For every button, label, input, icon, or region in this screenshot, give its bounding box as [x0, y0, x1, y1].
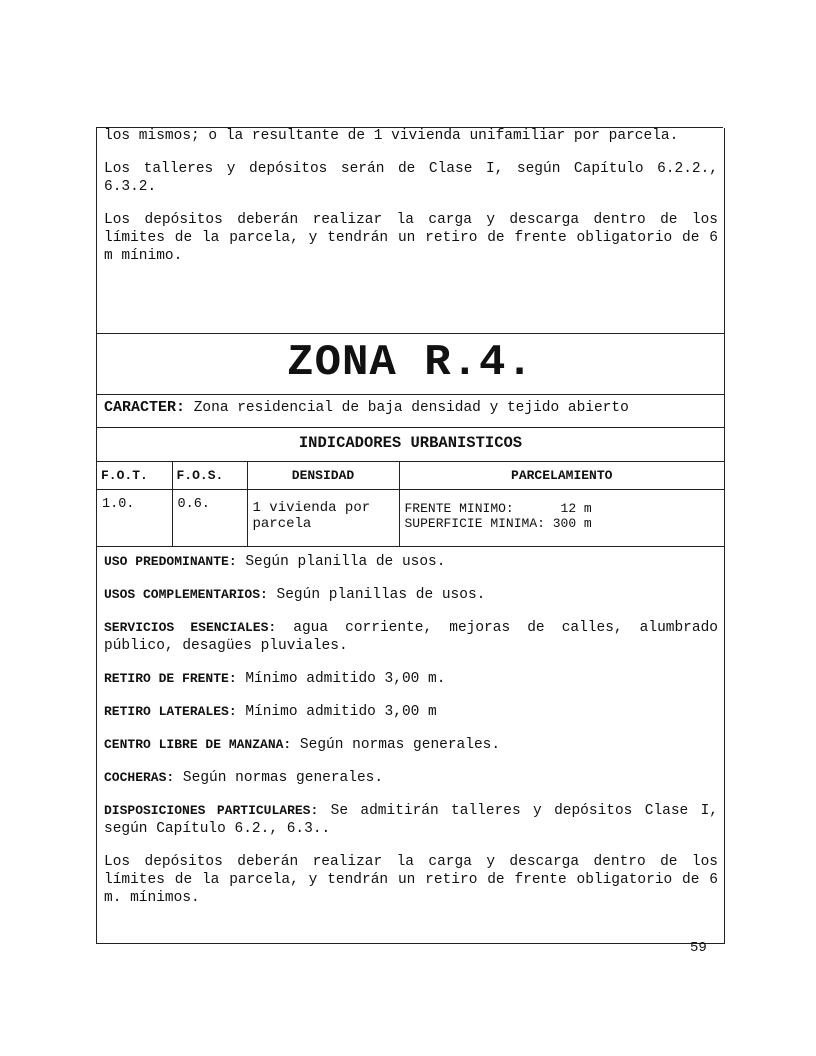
continuation-paragraph-2: Los talleres y depósitos serán de Clase I, según Capítulo 6.2.2., 6.3.2. — [104, 161, 718, 195]
rule-label: USO PREDOMINANTE: — [104, 554, 237, 569]
zoning-document — [96, 128, 725, 944]
value-fot: 1.0. — [97, 490, 172, 547]
indicators-table — [97, 462, 724, 547]
value-fos: 0.6. — [172, 490, 247, 547]
rule-servicios-esenciales — [104, 619, 718, 655]
indicators-title: INDICADORES URBANISTICOS — [97, 428, 724, 462]
header-fot: F.O.T. — [97, 462, 172, 490]
rule-label: RETIRO DE FRENTE: — [104, 671, 237, 686]
rule-uso-predominante — [104, 553, 718, 571]
caracter-label: CARACTER: — [104, 399, 186, 416]
value-parcelamiento: FRENTE MINIMO: 12 m SUPERFICIE MINIMA: 300 m — [399, 490, 724, 547]
rule-text: Según planillas de usos. — [267, 587, 486, 603]
rule-label: CENTRO LIBRE DE MANZANA: — [104, 737, 292, 752]
continuation-paragraph-3: Los depósitos deberán realizar la carga y descarga dentro de los límites de la parcela, y tendrán un retiro de frente obligatorio de 6 m mínimo. — [104, 212, 718, 264]
rule-label: RETIRO LATERALES: — [104, 704, 237, 719]
rule-label: DISPOSICIONES PARTICULARES: — [104, 803, 319, 818]
page-number: 59 — [690, 940, 707, 956]
header-parcelamiento: PARCELAMIENTO — [399, 462, 724, 490]
continuation-section — [97, 127, 724, 334]
rules-section — [97, 547, 724, 944]
rule-centro-libre — [104, 736, 718, 754]
closing-paragraph: Los depósitos deberán realizar la carga y descarga dentro de los límites de la parcela, y tendrán un retiro de frente obligatorio de 6 m. mínimos. — [104, 854, 718, 906]
rule-text: Mínimo admitido 3,00 m. — [236, 671, 446, 687]
header-densidad: DENSIDAD — [247, 462, 399, 490]
rule-retiro-frente — [104, 670, 718, 688]
rule-text: agua corriente, mejoras de calles, alumbrado público, desagües pluviales. — [104, 620, 718, 654]
header-fos: F.O.S. — [172, 462, 247, 490]
indicators-value-row — [97, 490, 724, 547]
rule-cocheras — [104, 769, 718, 787]
rule-text: Se admitirán talleres y depósitos Clase I, según Capítulo 6.2., 6.3.. — [104, 803, 718, 837]
rule-label: COCHERAS: — [104, 770, 175, 785]
continuation-paragraph-1: los mismos; o la resultante de 1 vivienda unifamiliar por parcela. — [104, 128, 679, 144]
rule-text: Según normas generales. — [174, 770, 384, 786]
indicators-header-row — [97, 462, 724, 490]
rule-usos-complementarios — [104, 586, 718, 604]
value-densidad: 1 vivienda por parcela — [247, 490, 399, 547]
rule-text: Mínimo admitido 3,00 m — [236, 704, 437, 720]
rule-retiro-laterales — [104, 703, 718, 721]
rule-text: Según normas generales. — [291, 737, 501, 753]
rule-disposiciones — [104, 802, 718, 838]
rule-text: Según planilla de usos. — [236, 554, 446, 570]
zone-title: ZONA R.4. — [97, 334, 724, 395]
caracter-text: Zona residencial de baja densidad y tejido abierto — [185, 400, 629, 416]
caracter-row — [97, 395, 724, 428]
rule-label: SERVICIOS ESENCIALES: — [104, 620, 277, 635]
rule-label: USOS COMPLEMENTARIOS: — [104, 587, 268, 602]
